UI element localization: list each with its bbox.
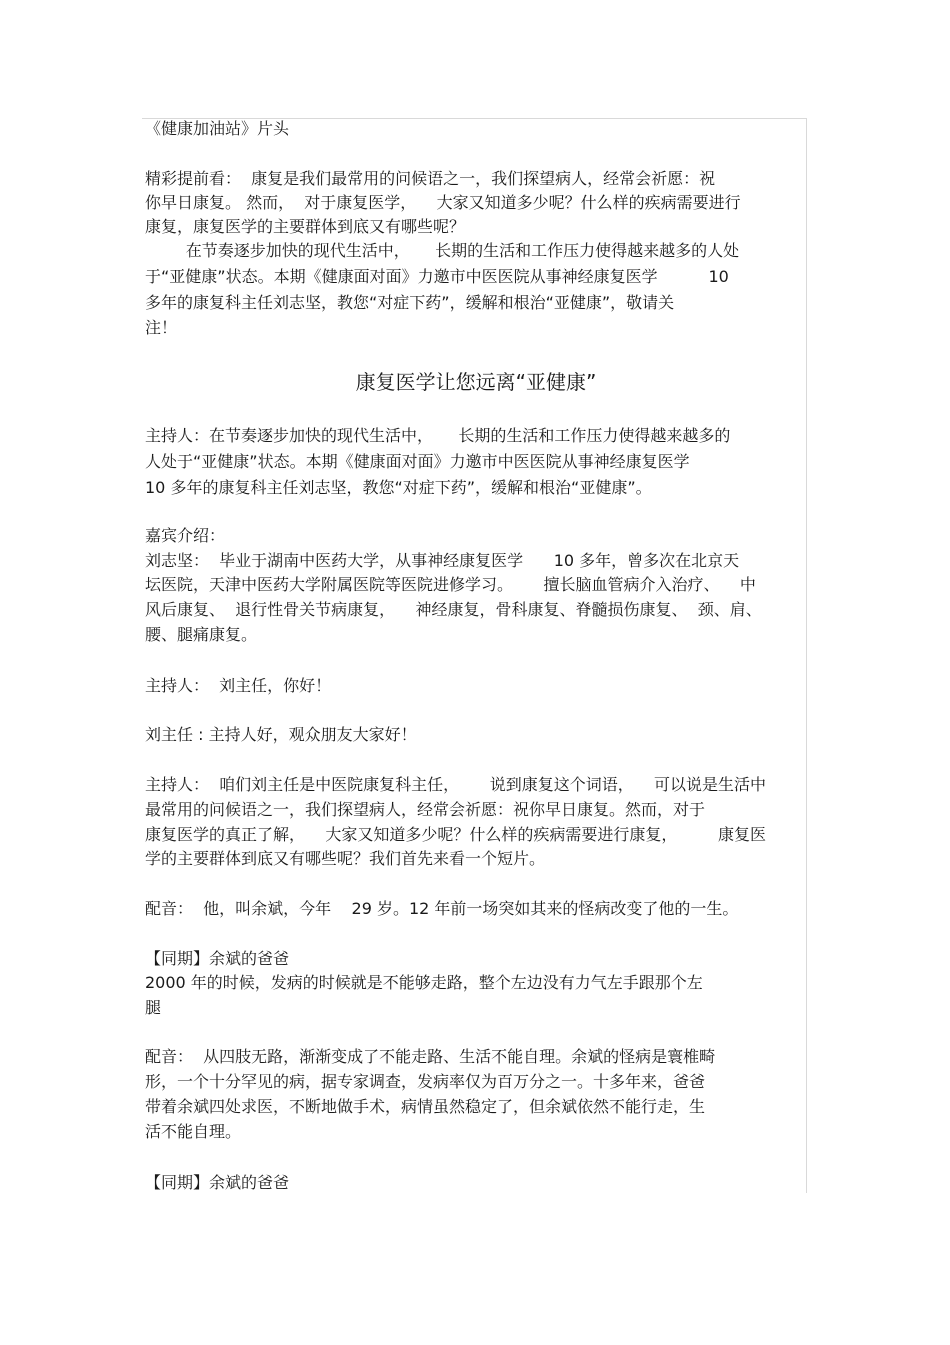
- guest-bio-line: 坛医院，天津中医药大学附属医院等医院进修学习。 擅长脑血管病介入治疗、 中: [145, 575, 756, 594]
- preview-line: 多年的康复科主任刘志坚，教您“对症下药”，缓解和根治“亚健康”，敬请关: [145, 293, 675, 312]
- preview-line: 于“亚健康”状态。本期《健康面对面》力邀市中医医院从事神经康复医学 10: [145, 267, 729, 286]
- voiceover-line: 形，一个十分罕见的病，据专家调查，发病率仅为百万分之一。十多年来，爸爸: [145, 1072, 706, 1091]
- guest-greeting: 刘主任 : 主持人好，观众朋友大家好！: [145, 725, 417, 744]
- preview-line: 注！: [145, 318, 178, 337]
- preview-line: 你早日康复。 然而， 对于康复医学， 大家又知道多少呢？什么样的疾病需要进行: [145, 193, 741, 212]
- preview-line: 康复，康复医学的主要群体到底又有哪些呢？: [145, 217, 466, 236]
- voiceover-line: 配音： 从四肢无路，渐渐变成了不能走路、生活不能自理。余斌的怪病是寰椎畸: [145, 1047, 716, 1066]
- host-question-line: 主持人： 咱们刘主任是中医院康复科主任， 说到康复这个词语， 可以说是生活中: [145, 775, 767, 794]
- guest-bio-line: 风后康复、 退行性骨关节病康复， 神经康复，骨科康复、脊髓损伤康复、 颈、肩、: [145, 600, 762, 619]
- host-question-line: 最常用的问候语之一，我们探望病人，经常会祈愿：祝你早日康复。然而，对于: [145, 800, 706, 819]
- clip-heading: 【同期】余斌的爸爸: [145, 949, 290, 968]
- preview-line: 精彩提前看： 康复是我们最常用的问候语之一，我们探望病人，经常会祈愿：祝: [145, 169, 716, 188]
- clip-heading: 【同期】余斌的爸爸: [145, 1173, 290, 1192]
- clip-text-line: 2000 年的时候，发病的时候就是不能够走路，整个左边没有力气左手跟那个左: [145, 973, 703, 992]
- page-title: 康复医学让您远离“亚健康”: [355, 370, 597, 394]
- host-intro-line: 主持人：在节奏逐步加快的现代生活中， 长期的生活和工作压力使得越来越多的: [145, 426, 731, 445]
- host-question-line: 学的主要群体到底又有哪些呢？我们首先来看一个短片。: [145, 849, 546, 868]
- guest-bio-line: 刘志坚： 毕业于湖南中医药大学，从事神经康复医学 10 多年，曾多次在北京天: [145, 551, 740, 570]
- voiceover-line: 活不能自理。: [145, 1122, 242, 1141]
- clip-text-line: 腿: [145, 998, 162, 1017]
- preview-line: 在节奏逐步加快的现代生活中， 长期的生活和工作压力使得越来越多的人处: [145, 241, 740, 260]
- host-intro-line: 人处于“亚健康”状态。本期《健康面对面》力邀市中医医院从事神经康复医学: [145, 452, 690, 471]
- voiceover-line: 带着余斌四处求医，不断地做手术，病情虽然稳定了，但余斌依然不能行走，生: [145, 1097, 706, 1116]
- host-intro-line: 10 多年的康复科主任刘志坚，教您“对症下药”，缓解和根治“亚健康”。: [145, 478, 652, 497]
- guest-heading: 嘉宾介绍：: [145, 526, 226, 545]
- guest-bio-line: 腰、腿痛康复。: [145, 625, 258, 644]
- host-question-line: 康复医学的真正了解， 大家又知道多少呢？什么样的疾病需要进行康复， 康复医: [145, 825, 767, 844]
- host-greeting: 主持人： 刘主任，你好！: [145, 676, 332, 695]
- header-line: 《健康加油站》片头: [145, 119, 290, 138]
- voiceover-line: 配音： 他，叫余斌，今年 29 岁。12 年前一场突如其来的怪病改变了他的一生。: [145, 899, 739, 918]
